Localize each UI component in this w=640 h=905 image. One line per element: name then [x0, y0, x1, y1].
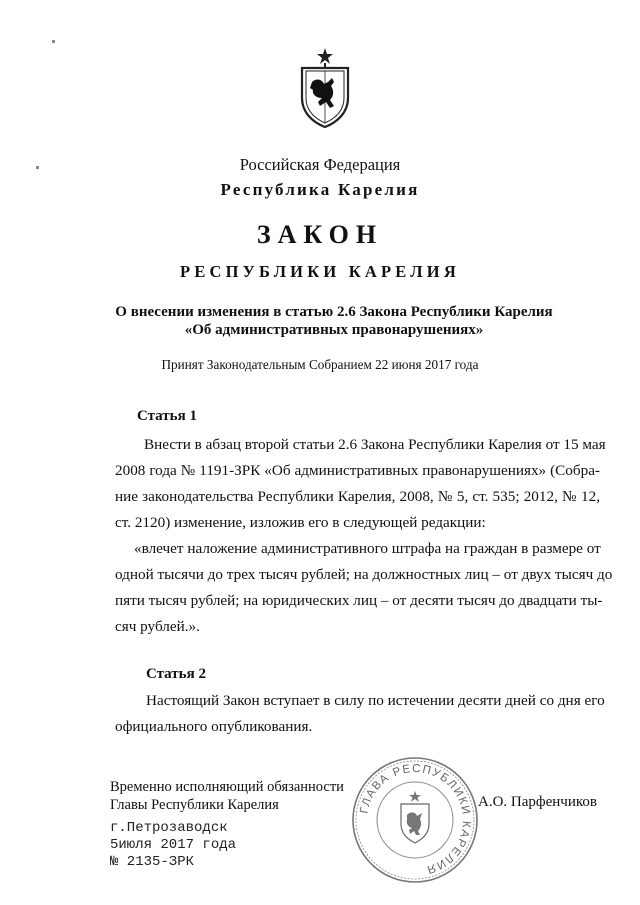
signatory-name: А.О. Парфенчиков — [478, 794, 597, 810]
document-type: ЗАКОН — [256, 220, 384, 249]
article-1-quote-line: одной тысячи до трех тысяч рублей; на должностных лиц – от двух тысяч до — [115, 566, 613, 583]
article-1-quote-line: «влечет наложение административного штрафа на граждан в размере от — [134, 540, 601, 557]
subject-line-2: «Об административных правонарушениях» — [184, 322, 484, 338]
svg-text:ГЛАВА РЕСПУБЛИКИ КАРЕЛИЯ: ГЛАВА РЕСПУБЛИКИ КАРЕЛИЯ — [358, 762, 473, 876]
signing-date: 5июля 2017 года — [110, 837, 237, 853]
article-2-line: официального опубликования. — [115, 718, 313, 735]
adoption-note: Принят Законодательным Собранием 22 июня 2017 года — [161, 357, 479, 372]
article-1-line: ние законодательства Республики Карелия, 2008, № 5, ст. 535; 2012, № 12, — [115, 488, 600, 505]
scan-mark — [52, 40, 55, 43]
article-2-heading: Статья 2 — [146, 666, 206, 682]
signatory-position-line-2: Главы Республики Карелия — [110, 797, 279, 813]
article-1-line: 2008 года № 1191-ЗРК «Об административных правонарушениях» (Собра- — [115, 462, 600, 479]
article-1-line: Внести в абзац второй статьи 2.6 Закона Республики Карелия от 15 мая — [144, 436, 606, 453]
signatory-position-line-1: Временно исполняющий обязанности — [110, 779, 344, 795]
article-1-line: ст. 2120) изменение, изложив его в следующей редакции: — [115, 514, 486, 531]
document-issuer: РЕСПУБЛИКИ КАРЕЛИЯ — [180, 262, 460, 281]
article-1-heading: Статья 1 — [137, 408, 197, 424]
republic-name: Республика Карелия — [220, 180, 420, 199]
law-number: № 2135-ЗРК — [110, 854, 195, 870]
article-2-line: Настоящий Закон вступает в силу по истечении десяти дней со дня его — [146, 692, 605, 709]
karelia-coat-of-arms-icon — [298, 48, 352, 128]
article-1-quote-line: пяти тысяч рублей; на юридических лиц – от десяти тысяч до двадцати ты- — [115, 592, 603, 609]
country-name: Российская Федерация — [239, 155, 401, 174]
place-of-signing: г.Петрозаводск — [110, 820, 228, 836]
official-seal-icon — [350, 755, 480, 885]
article-1-quote-line: сяч рублей.». — [115, 618, 200, 635]
subject-line-1: О внесении изменения в статью 2.6 Закона Республики Карелия — [115, 304, 553, 320]
